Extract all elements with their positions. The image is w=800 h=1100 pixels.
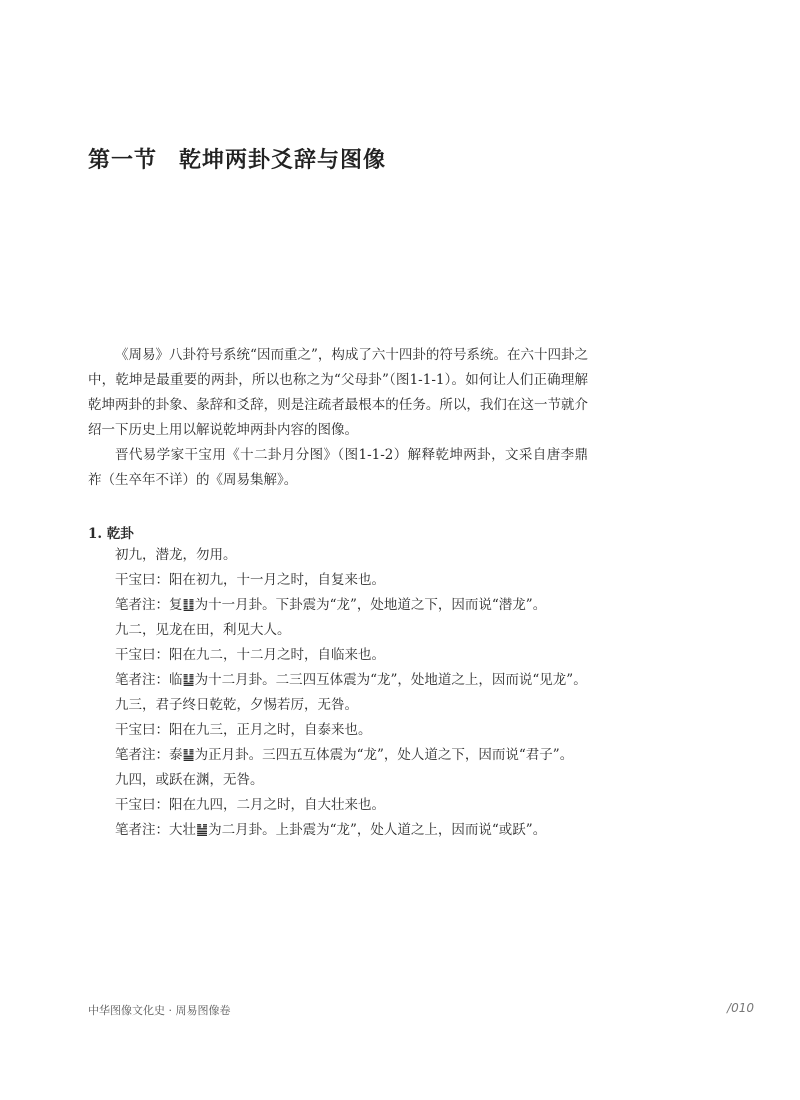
- intro-paragraph: 晋代易学家干宝用《十二卦月分图》（图1-1-2）解释乾坤两卦，文采自唐李鼎祚（生卒年不详）的《周易集解》。: [88, 447, 588, 488]
- quote-text: 干宝曰：阳在初九，十一月之时，自复来也。: [115, 572, 385, 588]
- subsection-heading: 1. 乾卦: [88, 526, 134, 542]
- section-number: 第一节: [88, 147, 158, 173]
- line-text: 九四，或跃在渊，无咎。: [115, 772, 264, 788]
- intro-paragraph: 《周易》八卦符号系统“因而重之”，构成了六十四卦的符号系统。在六十四卦之中，乾坤是最重要的两卦，所以也称之为“父母卦”（图1-1-1）。如何让人们正确理解乾坤两卦的卦象、彖辞和爻辞，则是注疏者最根本的任务。所以，我们在这一节就介绍一下历史上用以解说乾坤两卦内容的图像。: [88, 347, 588, 438]
- quote-text: 干宝曰：阳在九三，正月之时，自泰来也。: [115, 722, 372, 738]
- line-text: 初九，潜龙，勿用。: [115, 547, 237, 563]
- quote-text: 干宝曰：阳在九四，二月之时，自大壮来也。: [115, 797, 385, 813]
- note-text: 笔者注：泰䷊为正月卦。三四五互体震为“龙”，处人道之下，因而说“君子”。: [115, 747, 574, 763]
- line-text: 九二，见龙在田，利见大人。: [115, 622, 291, 638]
- note-text: 笔者注：大壮䷡为二月卦。上卦震为“龙”，处人道之上，因而说“或跃”。: [115, 822, 547, 838]
- section-title: 乾坤两卦爻辞与图像: [179, 147, 387, 173]
- section-heading: [88, 143, 386, 174]
- quote-text: 干宝曰：阳在九二，十二月之时，自临来也。: [115, 647, 385, 663]
- footer-book-title: 中华图像文化史 · 周易图像卷: [88, 1004, 231, 1017]
- line-text: 九三，君子终日乾乾，夕惕若厉，无咎。: [115, 697, 358, 713]
- note-text: 笔者注：临䷒为十二月卦。二三四互体震为“龙”，处地道之上，因而说“见龙”。: [115, 672, 587, 688]
- note-text: 笔者注：复䷗为十一月卦。下卦震为“龙”，处地道之下，因而说“潜龙”。: [115, 597, 547, 613]
- page-number: /010: [727, 1001, 754, 1015]
- commentary-entries: [88, 543, 588, 843]
- intro-text: [88, 343, 588, 493]
